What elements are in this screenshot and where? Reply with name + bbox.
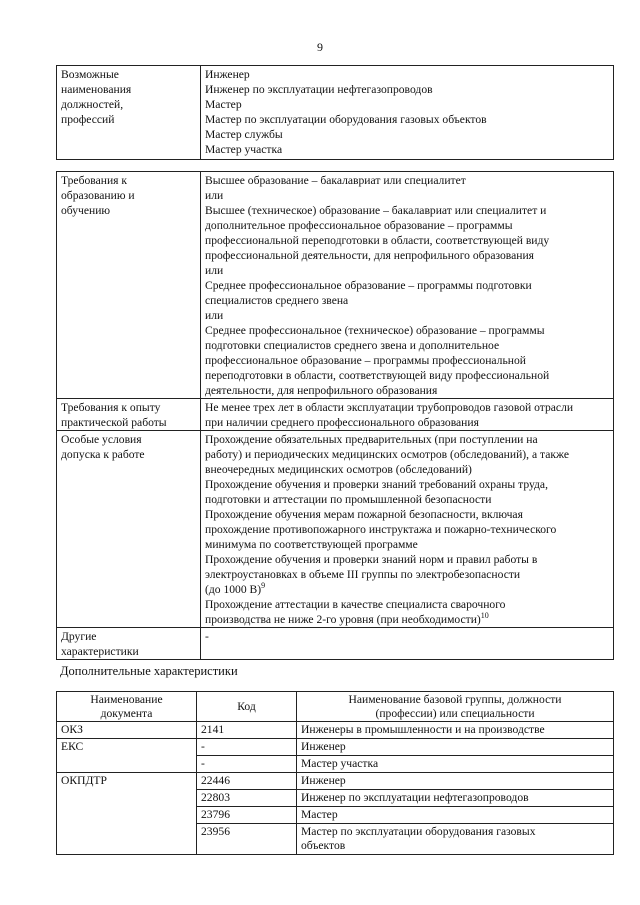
text-line: Не менее трех лет в области эксплуатации трубопроводов газовой отрасли xyxy=(205,401,574,414)
education-row xyxy=(57,172,614,399)
header-doc xyxy=(57,692,197,722)
conditions-value xyxy=(201,431,614,628)
voltage-line xyxy=(205,582,609,597)
doc-cell: ОКПДТР xyxy=(57,773,197,855)
experience-row xyxy=(57,399,614,431)
text-line: деятельности, для непрофильного образования xyxy=(205,384,438,397)
position-item: Инженер по эксплуатации нефтегазопроводов xyxy=(205,83,433,96)
doc-cell: ОКЗ xyxy=(57,722,197,739)
header-code: Код xyxy=(197,692,297,722)
label-line: должностей, xyxy=(61,98,124,111)
position-item: Мастер службы xyxy=(205,128,283,141)
text-line: или xyxy=(205,264,224,277)
text-line: Высшее (техническое) образование – бакалавриат или специалитет и xyxy=(205,204,547,217)
code-cell: 22803 xyxy=(197,790,297,807)
table-row xyxy=(57,722,614,739)
text-line: Прохождение обучения и проверки знаний норм и правил работы в xyxy=(205,553,538,566)
code-cell: 23796 xyxy=(197,807,297,824)
positions-row xyxy=(57,66,614,160)
conditions-label xyxy=(57,431,201,628)
label-line: профессий xyxy=(61,113,115,126)
text-line: прохождение противопожарного инструктажа и пожарно-технического xyxy=(205,523,557,536)
label-line: Другие xyxy=(61,630,97,643)
positions-label xyxy=(57,66,201,160)
text-line: внеочередных медицинских осмотров (обследований) xyxy=(205,463,472,476)
label-line: Возможные xyxy=(61,68,119,81)
text-line: подготовки специалистов среднего звена и дополнительное xyxy=(205,339,500,352)
other-row xyxy=(57,628,614,660)
text-line: специалистов среднего звена xyxy=(205,294,349,307)
label-line: практической работы xyxy=(61,416,167,429)
code-cell: 22446 xyxy=(197,773,297,790)
text-line: Среднее профессиональное образование – программы подготовки xyxy=(205,279,532,292)
education-value xyxy=(201,172,614,399)
footnote-ref[interactable]: 10 xyxy=(480,611,489,621)
experience-label xyxy=(57,399,201,431)
label-line: Требования к опыту xyxy=(61,401,161,414)
footnote-ref[interactable]: 9 xyxy=(261,581,266,591)
table-row xyxy=(57,739,614,756)
name-cell: Инженер xyxy=(297,773,614,790)
text-line: Прохождение обязательных предварительных (при поступлении на xyxy=(205,433,538,446)
text-line: Высшее образование – бакалавриат или специалитет xyxy=(205,174,466,187)
text-line: Прохождение обучения мерам пожарной безопасности, включая xyxy=(205,508,523,521)
code-cell: 23956 xyxy=(197,824,297,855)
name-cell: Мастер xyxy=(297,807,614,824)
voltage-text: (до 1000 В) xyxy=(205,583,262,596)
header-line: документа xyxy=(100,707,153,720)
label-line: образованию и xyxy=(61,189,135,202)
code-cell: 2141 xyxy=(197,722,297,739)
text-line: Прохождение обучения и проверки знаний требований охраны труда, xyxy=(205,478,548,491)
label-line: характеристики xyxy=(61,645,139,658)
name-cell: Инженер xyxy=(297,739,614,756)
text-line: или xyxy=(205,309,224,322)
name-line: объектов xyxy=(301,839,346,852)
text-line: дополнительное профессиональное образование – программы xyxy=(205,219,513,232)
page-number: 9 xyxy=(317,40,323,54)
doc-cell: ЕКС xyxy=(57,739,197,773)
label-line: допуска к работе xyxy=(61,448,145,461)
text-line: Прохождение аттестации в качестве специалиста сварочного xyxy=(205,598,506,611)
extra-heading: Дополнительные характеристики xyxy=(60,664,238,678)
text-line: профессиональной деятельности, для непрофильного образования xyxy=(205,249,535,262)
text-line: при наличии среднего профессионального образования xyxy=(205,416,479,429)
code-cell: - xyxy=(197,739,297,756)
table-row xyxy=(57,773,614,790)
label-line: Особые условия xyxy=(61,433,142,446)
welding-text: производства не ниже 2-го уровня (при необходимости) xyxy=(205,613,481,626)
position-item: Мастер участка xyxy=(205,143,283,156)
name-cell: Инженеры в промышленности и на производстве xyxy=(297,722,614,739)
label-line: обучению xyxy=(61,204,111,217)
position-item: Мастер xyxy=(205,98,242,111)
text-line: профессиональной переподготовки в области, соответствующей виду xyxy=(205,234,550,247)
name-line: Мастер по эксплуатации оборудования газовых xyxy=(301,825,536,838)
header-line: Наименование xyxy=(90,693,163,706)
position-item: Мастер по эксплуатации оборудования газовых объектов xyxy=(205,113,487,126)
text-line: или xyxy=(205,189,224,202)
text-line: подготовки и аттестации по промышленной безопасности xyxy=(205,493,492,506)
welding-line xyxy=(205,612,609,627)
header-row xyxy=(57,692,614,722)
label-line: наименования xyxy=(61,83,132,96)
name-cell xyxy=(297,824,614,855)
text-line: переподготовки в области, соответствующей виду профессиональной xyxy=(205,369,550,382)
text-line: электроустановках в объеме III группы по электробезопасности xyxy=(205,568,521,581)
experience-value xyxy=(201,399,614,431)
header-line: Наименование базовой группы, должности xyxy=(348,693,562,706)
header-name xyxy=(297,692,614,722)
name-cell: Мастер участка xyxy=(297,756,614,773)
text-line: Среднее профессиональное (техническое) образование – программы xyxy=(205,324,545,337)
conditions-row xyxy=(57,431,614,628)
label-line: Требования к xyxy=(61,174,128,187)
positions-table xyxy=(56,65,614,160)
code-cell: - xyxy=(197,756,297,773)
requirements-table xyxy=(56,171,614,660)
text-line: минимума по соответствующей программе xyxy=(205,538,418,551)
text-line: профессиональное образование – программы профессиональной xyxy=(205,354,526,367)
other-label xyxy=(57,628,201,660)
text-line: работу) и периодических медицинских осмотров (обследований), а также xyxy=(205,448,569,461)
position-item: Инженер xyxy=(205,68,250,81)
positions-list xyxy=(201,66,614,160)
name-cell: Инженер по эксплуатации нефтегазопроводов xyxy=(297,790,614,807)
education-label xyxy=(57,172,201,399)
other-value: - xyxy=(201,628,614,660)
extra-table xyxy=(56,691,614,855)
header-line: (профессии) или специальности xyxy=(375,707,535,720)
